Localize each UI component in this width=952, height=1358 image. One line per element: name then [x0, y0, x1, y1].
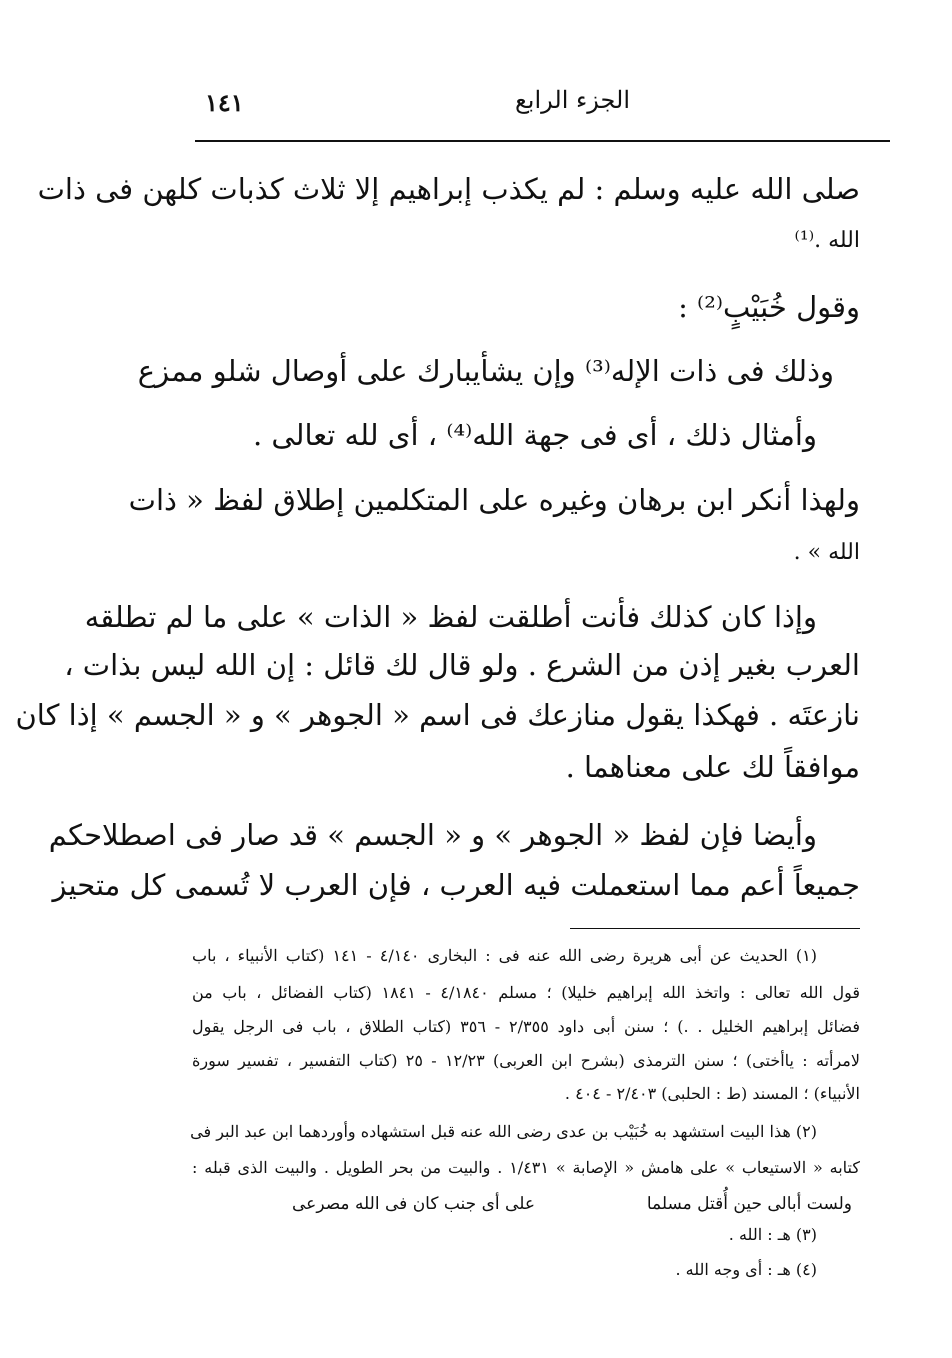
page-number: ١٤١	[205, 88, 244, 117]
body-line-8: وإذا كان كذلك فأنت أطلقت لفظ « الذات » على ما لم تطلقه	[84, 600, 817, 634]
verse-line	[137, 354, 834, 388]
body-line-12: وأيضا فإن لفظ « الجوهر » و « الجسم » قد صار فى اصطلاحكم	[48, 818, 817, 852]
footnote-verse	[292, 1194, 852, 1214]
footnote-1-line-5: الأنبياء) ؛ المسند (ط : الحلبى) ٢/٤٠٣ - ٤٠٤ .	[564, 1084, 860, 1103]
footnote-rule	[570, 928, 860, 929]
footnote-2-line-2: كتابه « الاستيعاب » على هامش « الإصابة » ١/٤٣١ . والبيت من بحر الطويل . والبيت الذى قبله :	[192, 1158, 861, 1177]
verse-second-hemistich: يبارك على أوصال شلو ممزع	[137, 354, 481, 388]
body-line-6: ولهذا أنكر ابن برهان وغيره على المتكلمين إطلاق لفظ « ذات	[128, 483, 860, 517]
footnote-2-line-1: (٢) هذا البيت استشهد به خُبَيْب بن عدى رضى الله عنه قبل استشهاده وأوردهما ابن عبد البر فى	[190, 1122, 817, 1141]
body-line-1: صلى الله عليه وسلم : لم يكذب إبراهيم إلا ثلاث كذبات كلهن فى ذات	[37, 172, 860, 206]
footnote-1-line-3: فضائل إبراهيم الخليل . .) ؛ سنن أبى داود ٢/٣٥٥ - ٣٥٦ (كتاب الطلاق ، باب فى الرجل يقول	[192, 1017, 861, 1036]
body-line-9: العرب بغير إذن من الشرع . ولو قال لك قائل : إن الله ليس بذات ،	[64, 648, 860, 682]
footnote-1-line-1: (١) الحديث عن أبى هريرة رضى الله عنه فى : البخارى ٤/١٤٠ - ١٤١ (كتاب الأنبياء ، باب	[192, 946, 818, 965]
body-line-10: نازعتَه . فهكذا يقول منازعك فى اسم « الجوهر » و « الجسم » إذا كان	[15, 698, 860, 732]
footnote-1-line-4: لامرأته : ياأختى) ؛ سنن الترمذى (بشرح ابن العربى) ١٢/٢٣ - ٢٥ (كتاب التفسير ، تفسير سورة	[192, 1051, 860, 1070]
header-rule	[195, 140, 890, 142]
footnote-verse-second-hemistich: على أى جنب كان فى الله مصرعى	[292, 1194, 535, 1214]
verse-first-hemistich: وذلك فى ذات الإله⁽³⁾ وإن يشأ	[480, 354, 834, 388]
footnote-4: (٤) هـ : أى وجه الله .	[675, 1260, 817, 1279]
footnote-3: (٣) هـ : الله .	[728, 1225, 817, 1244]
footnote-1-line-2: قول الله تعالى : واتخذ الله إبراهيم خليلا) ؛ مسلم ٤/١٨٤٠ - ١٨٤١ (كتاب الفضائل ، باب من	[192, 983, 861, 1002]
body-line-11: موافقاً لك على معناهما .	[565, 750, 860, 784]
body-line-3: وقول خُبَيْبٍ⁽²⁾ :	[678, 290, 860, 324]
footnote-verse-first-hemistich: ولست أبالى حين أُقتل مسلما	[646, 1194, 852, 1214]
running-title: الجزء الرابع	[515, 86, 630, 114]
page-header	[195, 82, 890, 132]
body-line-7: الله » .	[793, 540, 860, 565]
body-line-2: الله .⁽¹⁾	[794, 228, 860, 253]
body-line-5: وأمثال ذلك ، أى فى جهة الله⁽⁴⁾ ، أى لله تعالى .	[253, 418, 817, 452]
body-line-13: جميعاً أعم مما استعملت فيه العرب ، فإن العرب لا تُسمى كل متحيز	[52, 868, 860, 902]
